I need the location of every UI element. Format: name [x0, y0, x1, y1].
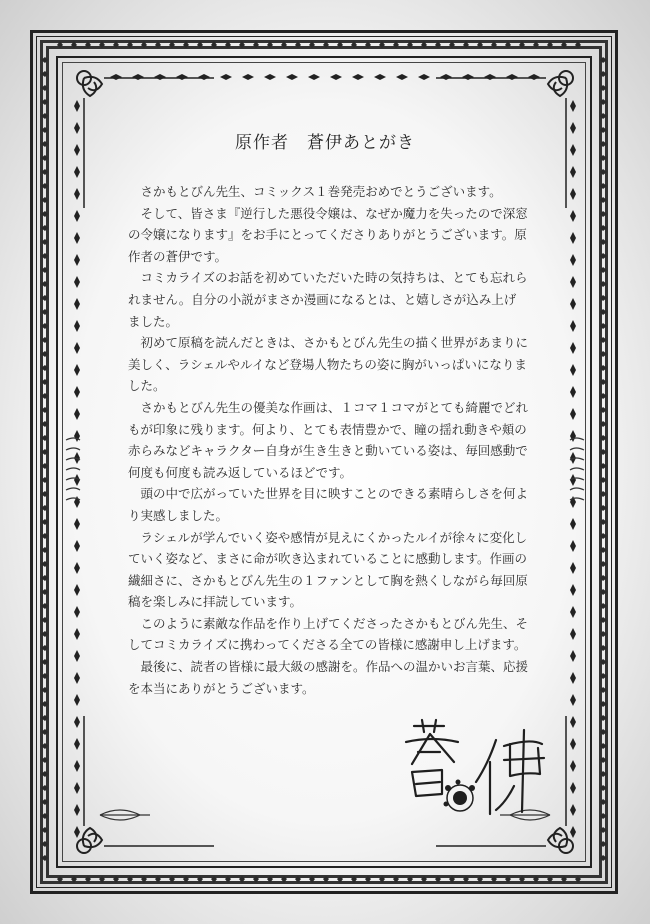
diamond-mark: [462, 74, 474, 80]
bell-flower-mark: [519, 41, 525, 48]
bell-flower-mark: [600, 295, 607, 301]
bell-flower-mark: [600, 855, 607, 861]
bell-flower-mark: [41, 85, 48, 91]
bell-flower-mark: [600, 463, 607, 469]
diamond-mark: [570, 518, 576, 530]
bell-flower-mark: [141, 876, 147, 883]
diamond-mark: [74, 650, 80, 662]
diamond-mark: [570, 100, 576, 112]
bell-flower-mark: [41, 281, 48, 287]
bell-flower-mark: [323, 41, 329, 48]
bell-flower-mark: [41, 701, 48, 707]
bell-flower-mark: [505, 876, 511, 883]
bell-flower-mark: [600, 603, 607, 609]
bell-flower-mark: [600, 701, 607, 707]
bell-flower-mark: [477, 41, 483, 48]
bell-flower-mark: [41, 295, 48, 301]
diamond-mark: [74, 694, 80, 706]
bell-flower-mark: [533, 876, 539, 883]
diamond-mark: [396, 74, 408, 80]
diamond-mark: [570, 210, 576, 222]
diamond-mark: [74, 738, 80, 750]
diamond-mark: [74, 342, 80, 354]
diamond-mark: [154, 74, 166, 80]
bell-flower-mark: [600, 743, 607, 749]
bell-flower-mark: [41, 379, 48, 385]
diamond-mark: [74, 672, 80, 684]
bell-flower-mark: [600, 617, 607, 623]
bell-flower-mark: [41, 225, 48, 231]
bell-flower-mark: [600, 99, 607, 105]
bell-flower-mark: [379, 41, 385, 48]
bell-flower-mark: [600, 323, 607, 329]
diamond-mark: [570, 782, 576, 794]
paragraph: 最後に、読者の皆様に最大級の感謝を。作品への温かいお言葉、応援を本当にありがとうございます。: [128, 659, 529, 696]
bell-flower-mark: [435, 41, 441, 48]
diamond-mark: [132, 74, 144, 80]
bell-flower-mark: [600, 477, 607, 483]
bell-flower-mark: [41, 659, 48, 665]
diamond-mark: [570, 694, 576, 706]
afterword-body: [128, 181, 528, 699]
diamond-mark: [570, 320, 576, 332]
diamond-mark: [74, 364, 80, 376]
diamond-mark: [570, 254, 576, 266]
bell-flower-mark: [519, 876, 525, 883]
bell-flower-mark: [253, 41, 259, 48]
bell-flower-mark: [41, 519, 48, 525]
bell-flower-mark: [309, 41, 315, 48]
diamond-mark: [74, 540, 80, 552]
paragraph: さかもとびん先生、コミックス１巻発売おめでとうございます。: [140, 184, 502, 199]
bell-flower-mark: [600, 337, 607, 343]
bell-flower-mark: [351, 41, 357, 48]
diamond-mark: [352, 74, 364, 80]
bell-flower-mark: [421, 41, 427, 48]
bell-flower-mark: [41, 687, 48, 693]
bell-flower-mark: [41, 785, 48, 791]
bell-flower-mark: [600, 407, 607, 413]
bell-flower-mark: [41, 491, 48, 497]
bell-flower-mark: [281, 41, 287, 48]
bell-flower-mark: [600, 813, 607, 819]
bell-flower-mark: [41, 267, 48, 273]
diamond-mark: [484, 74, 496, 80]
bell-flower-mark: [225, 876, 231, 883]
bell-flower-mark: [99, 876, 105, 883]
bell-flower-mark: [155, 876, 161, 883]
bell-flower-mark: [600, 169, 607, 175]
bell-flower-mark: [575, 41, 581, 48]
bell-flower-mark: [41, 99, 48, 105]
bell-flower-mark: [57, 876, 63, 883]
bell-flower-mark: [41, 729, 48, 735]
bell-flower-mark: [600, 785, 607, 791]
bell-flower-mark: [41, 351, 48, 357]
diamond-mark: [570, 562, 576, 574]
corner-scroll-ornament: [84, 716, 214, 846]
bell-flower-mark: [197, 876, 203, 883]
paragraph: コミカライズのお話を初めていただいた時の気持ちは、とても忘れられません。自分の小説がまさか漫画になるとは、と嬉しさが込み上げました。: [128, 270, 528, 329]
diamond-mark: [286, 74, 298, 80]
bell-flower-mark: [169, 876, 175, 883]
bell-flower-mark: [85, 876, 91, 883]
diamond-mark: [74, 386, 80, 398]
bell-flower-mark: [600, 505, 607, 511]
diamond-mark: [570, 540, 576, 552]
bell-flower-mark: [41, 323, 48, 329]
diamond-mark: [418, 74, 430, 80]
bell-flower-mark: [99, 41, 105, 48]
diamond-mark: [570, 276, 576, 288]
bell-flower-mark: [71, 41, 77, 48]
diamond-mark: [242, 74, 254, 80]
bell-flower-mark: [393, 41, 399, 48]
bell-flower-mark: [379, 876, 385, 883]
bell-flower-mark: [600, 281, 607, 287]
diamond-mark: [220, 74, 232, 80]
diamond-mark: [74, 716, 80, 728]
bell-flower-mark: [41, 603, 48, 609]
diamond-mark: [74, 100, 80, 112]
bell-flower-mark: [41, 253, 48, 259]
bell-flower-mark: [600, 659, 607, 665]
diamond-mark: [440, 74, 452, 80]
diamond-mark: [570, 408, 576, 420]
bell-flower-mark: [600, 491, 607, 497]
leaf-spray: [570, 468, 584, 470]
diamond-mark: [570, 760, 576, 772]
bell-flower-mark: [41, 645, 48, 651]
bell-flower-mark: [41, 533, 48, 539]
bell-flower-mark: [41, 435, 48, 441]
bell-flower-mark: [253, 876, 259, 883]
diamond-mark: [330, 74, 342, 80]
leaf-spray: [570, 488, 584, 490]
bell-flower-mark: [41, 477, 48, 483]
bell-flower-mark: [407, 41, 413, 48]
bell-flower-mark: [600, 449, 607, 455]
bell-flower-mark: [323, 876, 329, 883]
diamond-mark: [570, 430, 576, 442]
bell-flower-mark: [600, 561, 607, 567]
bell-flower-mark: [600, 771, 607, 777]
bell-flower-mark: [113, 41, 119, 48]
bell-flower-mark: [600, 533, 607, 539]
diamond-mark: [374, 74, 386, 80]
bell-flower-mark: [225, 41, 231, 48]
bell-flower-mark: [211, 876, 217, 883]
bell-flower-mark: [600, 155, 607, 161]
bell-flower-mark: [600, 421, 607, 427]
diamond-mark: [198, 74, 210, 80]
leaf-spray: [570, 448, 584, 450]
bell-flower-mark: [600, 393, 607, 399]
paragraph: そして、皆さま『逆行した悪役令嬢は、なぜか魔力を失ったので深窓の令嬢になります』をお手にとってくださりありがとうございます。原作者の蒼伊です。: [128, 205, 528, 264]
bell-flower-mark: [41, 743, 48, 749]
bell-flower-mark: [41, 757, 48, 763]
diamond-mark: [570, 364, 576, 376]
diamond-mark: [74, 804, 80, 816]
bell-flower-mark: [600, 631, 607, 637]
bell-flower-mark: [337, 876, 343, 883]
bell-flower-mark: [127, 876, 133, 883]
paragraph: ラシェルが学んでいく姿や感情が見えにくかったルイが徐々に変化していく姿など、まさに命が吹き込まれていることに感動します。作画の繊細さに、さかもとびん先生の１ファンとして胸を熱くしながら毎回原稿を楽しみに拝読しています。: [128, 529, 528, 610]
bell-flower-mark: [41, 169, 48, 175]
bell-flower-mark: [41, 393, 48, 399]
diamond-mark: [176, 74, 188, 80]
bell-flower-mark: [41, 449, 48, 455]
diamond-mark: [570, 650, 576, 662]
leaf-spray: [66, 488, 80, 490]
diamond-mark: [570, 716, 576, 728]
bell-flower-mark: [491, 41, 497, 48]
bell-flower-mark: [463, 41, 469, 48]
bell-flower-mark: [600, 309, 607, 315]
bell-flower-mark: [41, 239, 48, 245]
diamond-mark: [74, 826, 80, 838]
bell-flower-mark: [365, 876, 371, 883]
diamond-mark: [570, 298, 576, 310]
bell-flower-mark: [600, 687, 607, 693]
diamond-mark: [506, 74, 518, 80]
bell-flower-mark: [600, 589, 607, 595]
bell-flower-mark: [463, 876, 469, 883]
bell-flower-mark: [197, 41, 203, 48]
bell-flower-mark: [351, 876, 357, 883]
bell-flower-mark: [295, 41, 301, 48]
bell-flower-mark: [600, 645, 607, 651]
bell-flower-mark: [41, 827, 48, 833]
bell-flower-mark: [41, 113, 48, 119]
bell-flower-mark: [239, 41, 245, 48]
bell-flower-mark: [41, 183, 48, 189]
bell-flower-mark: [41, 561, 48, 567]
page-title: 原作者 蒼伊あとがき: [235, 133, 415, 153]
bell-flower-mark: [141, 41, 147, 48]
bell-flower-mark: [41, 407, 48, 413]
bell-flower-mark: [41, 155, 48, 161]
bell-flower-mark: [41, 197, 48, 203]
bell-flower-mark: [281, 876, 287, 883]
diamond-mark: [570, 386, 576, 398]
bell-flower-mark: [600, 113, 607, 119]
bell-flower-mark: [41, 211, 48, 217]
diamond-mark: [74, 584, 80, 596]
bell-flower-mark: [600, 267, 607, 273]
bell-flower-mark: [600, 519, 607, 525]
bell-flower-mark: [41, 309, 48, 315]
diamond-mark: [570, 342, 576, 354]
bell-flower-mark: [600, 239, 607, 245]
handwritten-signature: [392, 712, 562, 824]
diamond-mark: [74, 408, 80, 420]
bell-flower-mark: [547, 876, 553, 883]
diamond-mark: [74, 782, 80, 794]
diamond-mark: [570, 672, 576, 684]
bell-flower-mark: [85, 41, 91, 48]
bell-flower-mark: [57, 41, 63, 48]
bell-flower-mark: [41, 673, 48, 679]
bell-flower-mark: [239, 876, 245, 883]
diamond-mark: [264, 74, 276, 80]
leaf-spray: [66, 468, 80, 470]
bell-flower-mark: [477, 876, 483, 883]
diamond-mark: [570, 166, 576, 178]
bell-flower-mark: [155, 41, 161, 48]
bell-flower-mark: [449, 41, 455, 48]
diamond-mark: [570, 804, 576, 816]
diamond-mark: [74, 210, 80, 222]
bell-flower-mark: [267, 876, 273, 883]
bell-flower-mark: [600, 85, 607, 91]
bell-flower-mark: [600, 351, 607, 357]
bell-flower-mark: [41, 855, 48, 861]
bell-flower-mark: [41, 715, 48, 721]
diamond-mark: [74, 254, 80, 266]
bell-flower-mark: [600, 827, 607, 833]
bell-flower-mark: [600, 575, 607, 581]
bell-flower-mark: [600, 799, 607, 805]
diamond-mark: [74, 166, 80, 178]
bell-flower-mark: [267, 41, 273, 48]
bell-flower-mark: [561, 41, 567, 48]
diamond-mark: [308, 74, 320, 80]
bell-flower-mark: [600, 547, 607, 553]
diamond-mark: [570, 232, 576, 244]
bell-flower-mark: [41, 57, 48, 63]
bell-flower-mark: [600, 183, 607, 189]
diamond-mark: [74, 430, 80, 442]
bell-flower-mark: [41, 463, 48, 469]
bell-flower-mark: [41, 631, 48, 637]
diamond-mark: [74, 562, 80, 574]
bell-flower-mark: [435, 876, 441, 883]
diamond-mark: [74, 606, 80, 618]
bell-flower-mark: [41, 71, 48, 77]
paragraph: このように素敵な作品を作り上げてくださったさかもとびん先生、そしてコミカライズに携わってくださる全ての皆様に感謝申し上げます。: [128, 615, 529, 653]
bell-flower-mark: [41, 771, 48, 777]
bell-flower-mark: [547, 41, 553, 48]
bell-flower-mark: [309, 876, 315, 883]
bell-flower-mark: [393, 876, 399, 883]
diamond-mark: [74, 518, 80, 530]
bell-flower-mark: [41, 589, 48, 595]
bell-flower-mark: [491, 876, 497, 883]
bell-flower-mark: [337, 41, 343, 48]
leaf-spray: [66, 448, 80, 450]
diamond-mark: [570, 738, 576, 750]
bell-flower-mark: [41, 505, 48, 511]
diamond-mark: [570, 188, 576, 200]
diamond-mark: [110, 74, 122, 80]
bell-flower-mark: [169, 41, 175, 48]
diamond-mark: [570, 606, 576, 618]
bell-flower-mark: [600, 211, 607, 217]
bell-flower-mark: [600, 57, 607, 63]
bell-flower-mark: [449, 876, 455, 883]
diamond-mark: [528, 74, 540, 80]
bell-flower-mark: [183, 41, 189, 48]
diamond-mark: [74, 760, 80, 772]
bell-flower-mark: [561, 876, 567, 883]
bell-flower-mark: [407, 876, 413, 883]
bell-flower-mark: [421, 876, 427, 883]
bell-flower-mark: [600, 729, 607, 735]
bell-flower-mark: [505, 41, 511, 48]
diamond-mark: [570, 628, 576, 640]
diamond-mark: [74, 628, 80, 640]
bell-flower-mark: [600, 197, 607, 203]
bell-flower-mark: [600, 379, 607, 385]
bell-flower-mark: [41, 575, 48, 581]
diamond-mark: [570, 826, 576, 838]
bell-flower-mark: [365, 41, 371, 48]
paragraph: さかもとびん先生の優美な作画は、１コマ１コマがとても綺麗でどれもが印象に残ります。何より、とても表情豊かで、瞳の揺れ動きや頬の赤らみなどキャラクター自身が生き生きと動いている姿は、毎回感動で何度も何度も読み返しているほどです。: [128, 399, 529, 480]
bell-flower-mark: [183, 876, 189, 883]
diamond-mark: [74, 232, 80, 244]
bell-flower-mark: [113, 876, 119, 883]
bell-flower-mark: [600, 841, 607, 847]
bell-flower-mark: [127, 41, 133, 48]
bell-flower-mark: [600, 715, 607, 721]
bell-flower-mark: [600, 435, 607, 441]
diamond-mark: [74, 320, 80, 332]
bell-flower-mark: [71, 876, 77, 883]
bell-flower-mark: [575, 876, 581, 883]
bell-flower-mark: [41, 813, 48, 819]
bell-flower-mark: [600, 757, 607, 763]
bell-flower-mark: [41, 799, 48, 805]
paragraph: 初めて原稿を読んだときは、さかもとびん先生の描く世界があまりに美しく、ラシェルやルイなど登場人物たちの姿に胸がいっぱいになりました。: [128, 335, 529, 394]
bell-flower-mark: [533, 41, 539, 48]
bell-flower-mark: [600, 225, 607, 231]
bell-flower-mark: [41, 337, 48, 343]
bell-flower-mark: [600, 253, 607, 259]
diamond-mark: [74, 188, 80, 200]
bell-flower-mark: [295, 876, 301, 883]
bell-flower-mark: [41, 365, 48, 371]
diamond-mark: [570, 584, 576, 596]
bell-flower-mark: [41, 841, 48, 847]
paragraph: 頭の中で広がっていた世界を目に映すことのできる素晴らしさを何より実感しました。: [128, 486, 529, 523]
diamond-mark: [74, 298, 80, 310]
bell-flower-mark: [600, 673, 607, 679]
bell-flower-mark: [600, 365, 607, 371]
bell-flower-mark: [211, 41, 217, 48]
diamond-mark: [74, 276, 80, 288]
bell-flower-mark: [600, 71, 607, 77]
bell-flower-mark: [41, 547, 48, 553]
bell-flower-mark: [41, 421, 48, 427]
bell-flower-mark: [41, 617, 48, 623]
